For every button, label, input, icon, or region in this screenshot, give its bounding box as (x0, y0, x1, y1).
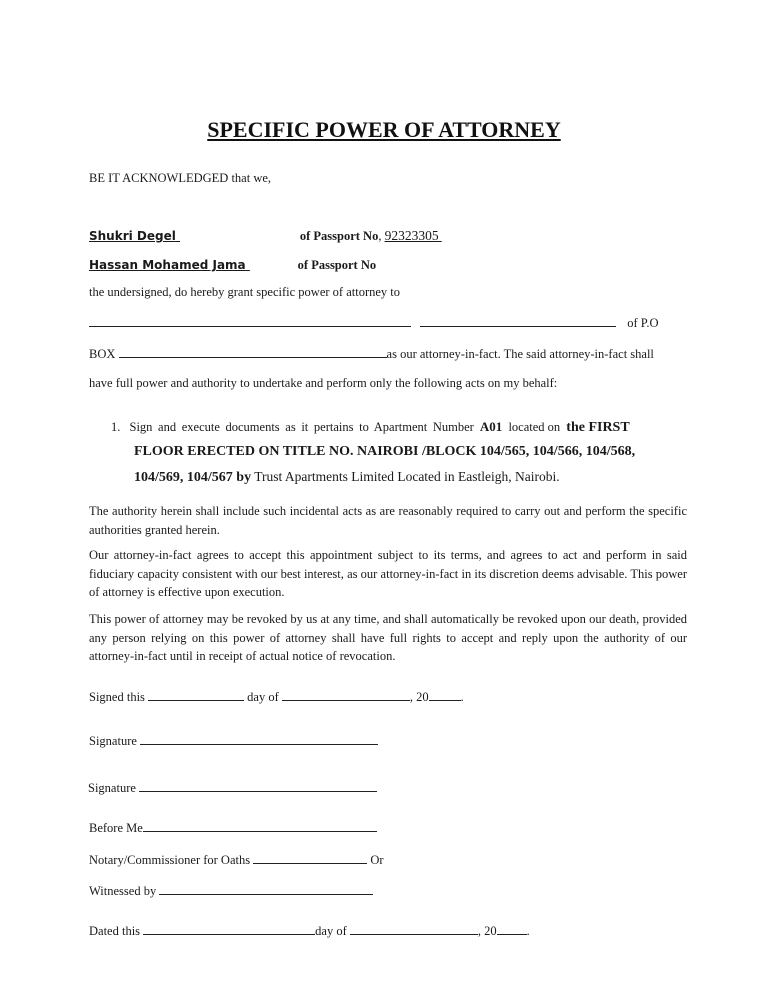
box-suffix: as our attorney-in-fact. The said attorney-in-fact shall (386, 347, 654, 361)
acknowledgement-line: BE IT ACKNOWLEDGED that we, (89, 171, 272, 185)
person-2-name: Hassan Mohamed Jama (89, 258, 246, 272)
item-1-line-2: FLOOR ERECTED ON TITLE NO. NAIROBI /BLOCK 104/565, 104/566, 104/568, (134, 444, 636, 459)
dated-period: . (526, 924, 530, 938)
dated-day-of-label: day of (315, 924, 347, 938)
before-me-blank[interactable] (143, 820, 377, 832)
box-line (89, 346, 654, 362)
before-me-label: Before Me (89, 821, 143, 835)
item-1-text: Sign and execute documents as it pertains to Apartment Number (129, 420, 474, 434)
attorney-name-line (89, 315, 659, 331)
signature-2-line (88, 780, 377, 796)
dated-day-blank[interactable] (143, 923, 315, 935)
person-2-of-passport: of Passport No (297, 258, 377, 272)
witnessed-label: Witnessed by (89, 884, 157, 898)
item-1-apartment: A01 (479, 419, 503, 434)
signature-1-blank[interactable] (140, 733, 378, 745)
paragraph-revocation: This power of attorney may be revoked by us at any time, and shall automatically be revoked upon our death, provided any person relying on this power of attorney shall have full rights to accept and reply upon the authority of our attorney-in-fact until in receipt of actual notice of revocation. (89, 612, 687, 663)
item-1-the-first: the FIRST (566, 420, 630, 435)
signed-line (89, 689, 464, 705)
attorney-address-blank[interactable] (420, 315, 616, 327)
notary-line (89, 852, 384, 868)
item-1-line-3 (134, 469, 560, 486)
po-suffix: of P.O (627, 316, 659, 330)
person-1-of-passport: of Passport No (299, 229, 379, 243)
signed-period: . (460, 690, 464, 704)
signature-2-blank[interactable] (139, 780, 377, 792)
witnessed-line (89, 883, 373, 899)
dated-year-label: , 20 (477, 924, 497, 938)
person-1-passport-number: 92323305 (384, 228, 439, 243)
item-1-developer: Trust Apartments Limited Located in Eastleigh, Nairobi. (254, 469, 560, 484)
before-me-line (89, 820, 377, 836)
person-1-name-blank (176, 229, 300, 243)
signed-year-label: , 20 (409, 690, 429, 704)
notary-or: Or (370, 853, 384, 867)
notary-label: Notary/Commissioner for Oaths (89, 853, 251, 867)
box-prefix: BOX (89, 347, 116, 361)
grant-line: the undersigned, do hereby grant specific power of attorney to (89, 285, 401, 299)
notary-blank[interactable] (253, 852, 367, 864)
paragraph-acceptance: Our attorney-in-fact agrees to accept this appointment subject to its terms, and agrees to act and perform in said fiduciary capacity consistent with our best interest, as our attorney-in-fact in its discretion deems advisable. This power of attorney is effective upon execution. (89, 548, 687, 599)
dated-line (89, 923, 530, 939)
signed-year-blank[interactable] (429, 689, 461, 701)
item-1-number: 1. (111, 420, 121, 434)
signed-this-label: Signed this (89, 690, 145, 704)
person-1-passport-blank (439, 229, 442, 243)
box-blank[interactable] (119, 346, 387, 358)
signed-day-of-label: day of (247, 690, 279, 704)
dated-this-label: Dated this (89, 924, 141, 938)
attorney-name-blank[interactable] (89, 315, 411, 327)
item-1-line-1 (111, 419, 630, 436)
signed-month-blank[interactable] (282, 689, 410, 701)
signature-1-label: Signature (89, 734, 137, 748)
person-1-name: Shukri Degel (89, 229, 176, 243)
dated-year-blank[interactable] (497, 923, 527, 935)
item-1-located-on: located on (508, 420, 561, 434)
person-1-comma: , (378, 229, 382, 243)
signature-1-line (89, 733, 378, 749)
signed-day-blank[interactable] (148, 689, 244, 701)
dated-month-blank[interactable] (350, 923, 478, 935)
document-title: SPECIFIC POWER OF ATTORNEY (207, 117, 561, 142)
item-1-title-numbers: 104/569, 104/567 by (134, 470, 252, 485)
person-2-name-blank (246, 258, 298, 272)
full-power-line: have full power and authority to undertake and perform only the following acts on my behalf: (89, 376, 558, 390)
person-2-line (89, 258, 376, 273)
paragraph-incidental-acts: The authority herein shall include such incidental acts as are reasonably required to carry out and perform the specific authorities granted herein. (89, 504, 687, 537)
signature-2-label: Signature (88, 781, 136, 795)
person-1-line (89, 228, 442, 244)
witnessed-blank[interactable] (159, 883, 373, 895)
